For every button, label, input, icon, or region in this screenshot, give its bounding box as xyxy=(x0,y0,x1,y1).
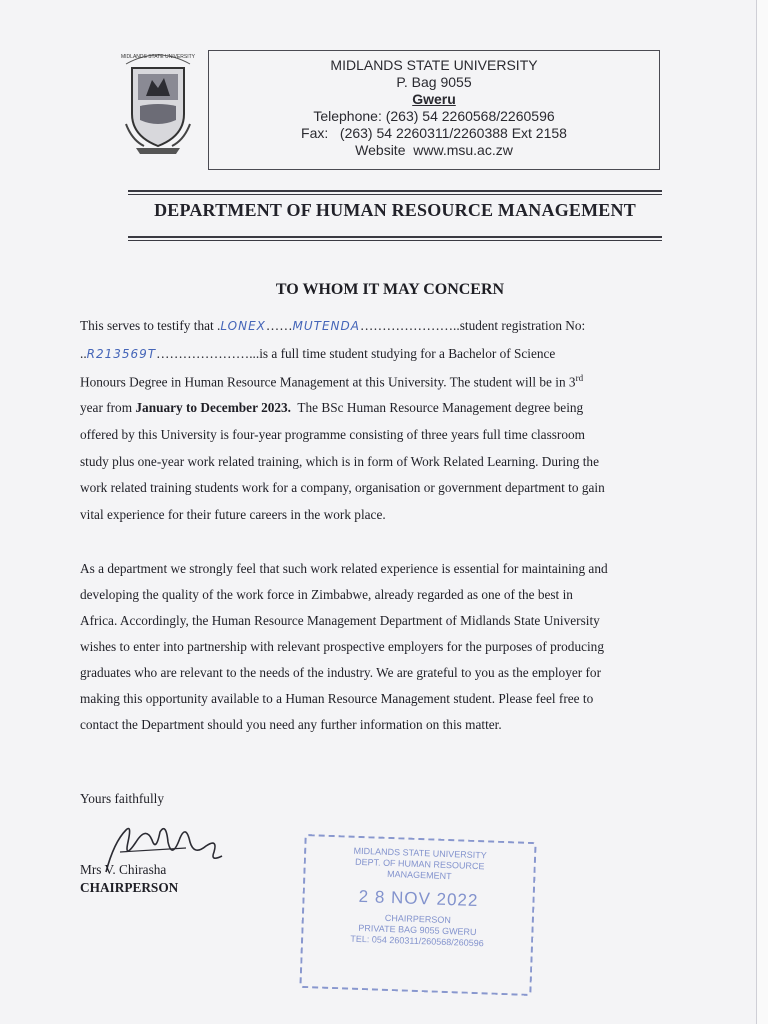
stamp-line: MANAGEMENT xyxy=(386,868,452,882)
para2-line: graduates who are relevant to the needs of the industry. We are grateful to you as the employer for xyxy=(80,665,602,680)
para2-line: As a department we strongly feel that such work related experience is essential for maintaining and xyxy=(80,561,608,576)
para1-text: This serves to testify that . xyxy=(80,318,221,333)
para1-text: Honours Degree in Human Resource Management at this University. The student will be in 3 xyxy=(80,374,576,390)
para1-line1 xyxy=(80,318,585,334)
para1-line5: offered by this University is four-year programme consisting of three years full time classroom xyxy=(80,427,586,442)
para1-line8: vital experience for their future careers in the work place. xyxy=(80,507,386,522)
stamp-date: 2 8 NOV 2022 xyxy=(358,886,479,911)
header-rule-top xyxy=(128,190,662,192)
university-name: MIDLANDS STATE UNIVERSITY xyxy=(330,57,538,73)
para2-line: making this opportunity available to a Human Resource Management student. Please feel free to xyxy=(80,691,594,706)
stamp-line: DEPT. OF HUMAN RESOURCE xyxy=(354,856,485,872)
para2-line: contact the Department should you need any further information on this matter. xyxy=(80,717,502,732)
stamp-line: MIDLANDS STATE UNIVERSITY xyxy=(353,845,487,861)
para1-text: …………………...is a full time student studying for a Bachelor of Science xyxy=(156,346,556,361)
para1-text: The BSc Human Resource Management degree being xyxy=(291,400,584,415)
para1-text: .. xyxy=(80,346,87,361)
postal-bag: P. Bag 9055 xyxy=(396,74,472,90)
closing: Yours faithfully xyxy=(80,791,164,806)
letter-heading: TO WHOM IT MAY CONCERN xyxy=(275,281,505,298)
para1-text: year from xyxy=(80,400,136,415)
student-name-first: LONEX xyxy=(220,319,266,333)
stamp-line: PRIVATE BAG 9055 GWERU xyxy=(358,922,477,938)
para1-line7: work related training students work for a company, organisation or government department to gain xyxy=(80,480,605,495)
fax: Fax: (263) 54 2260311/2260388 Ext 2158 xyxy=(301,125,567,141)
stamp-line: CHAIRPERSON xyxy=(384,912,452,926)
para2-line: developing the quality of the work force in Zimbabwe, already regarded as one of the best in xyxy=(80,587,573,602)
ordinal-suffix: rd xyxy=(575,373,584,383)
crest-text: MIDLANDS STATE UNIVERSITY xyxy=(121,54,195,60)
department-title: DEPARTMENT OF HUMAN RESOURCE MANAGEMENT xyxy=(154,200,636,220)
telephone: Telephone: (263) 54 2260568/2260596 xyxy=(313,108,555,124)
para1-line6: study plus one-year work related training, which is in form of Work Related Learning. During the xyxy=(80,454,599,469)
city: Gweru xyxy=(412,91,456,107)
signatory-name: Mrs V. Chirasha xyxy=(80,862,167,877)
stamp-line: TEL: 054 260311/260568/260596 xyxy=(350,933,484,949)
para1-line3 xyxy=(80,373,583,390)
para1-line2 xyxy=(80,346,555,362)
para1-line4 xyxy=(80,400,583,416)
registration-number: R213569T xyxy=(86,347,157,361)
signatory-title: CHAIRPERSON xyxy=(80,880,179,895)
study-period: January to December 2023. xyxy=(135,400,291,415)
department-stamp xyxy=(299,834,536,996)
para1-text: …… xyxy=(265,318,293,333)
address-box xyxy=(208,50,660,170)
paper-edge xyxy=(756,0,768,1024)
student-name-last: MUTENDA xyxy=(292,319,360,333)
para2-line: Africa. Accordingly, the Human Resource Management Department of Midlands State University xyxy=(80,613,600,628)
website: Website www.msu.ac.zw xyxy=(355,142,513,158)
university-crest-icon xyxy=(118,44,198,156)
header-rule-top-thin xyxy=(128,194,662,195)
para1-text: …………………..student registration No: xyxy=(359,318,586,333)
header-rule-bottom-thin xyxy=(128,240,662,241)
para2-line: wishes to enter into partnership with relevant prospective employers for the purposes of producing xyxy=(80,639,604,654)
header-rule-bottom xyxy=(128,236,662,238)
